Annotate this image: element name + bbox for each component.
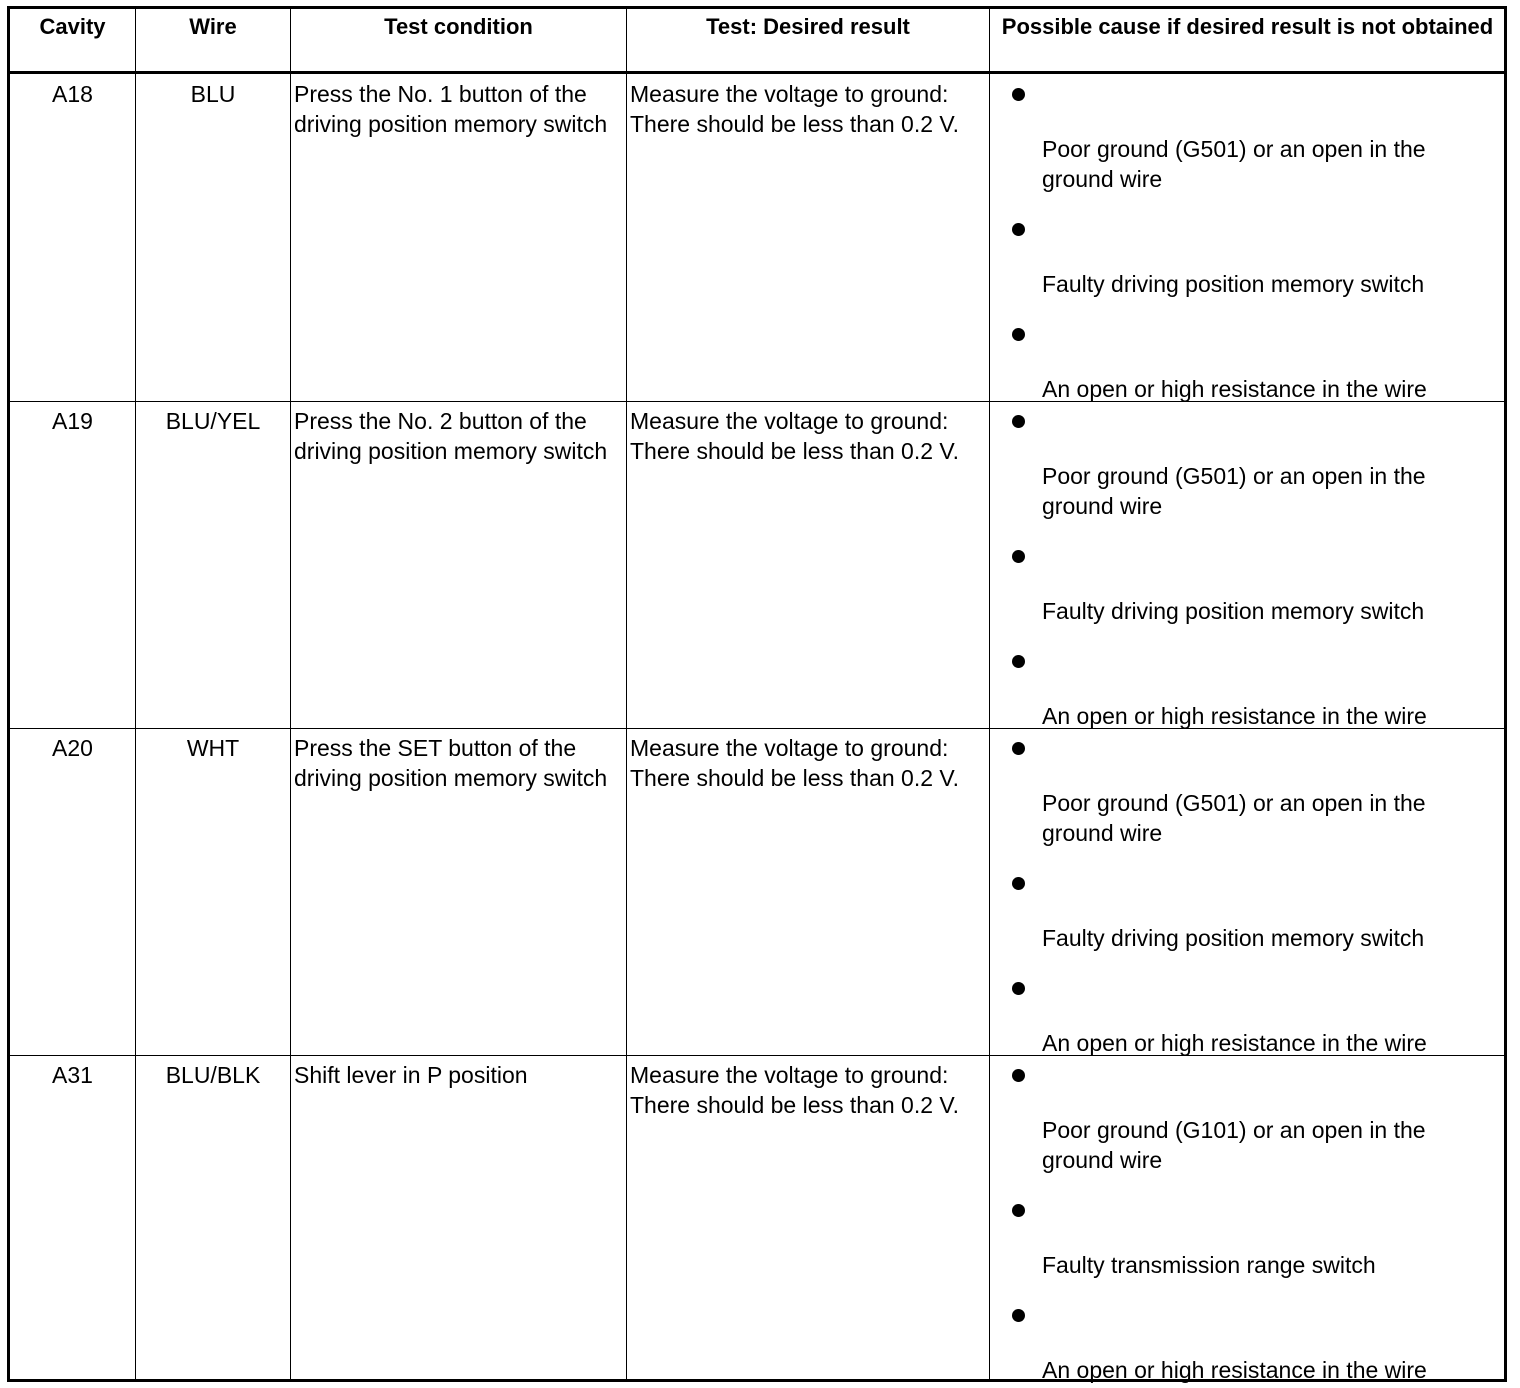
diagnostic-table (7, 6, 1507, 1382)
header-desired-result: Test: Desired result (706, 14, 910, 39)
bullet-icon (1012, 550, 1025, 563)
cause-item: An open or high resistance in the wire (1042, 703, 1427, 729)
cause-item: An open or high resistance in the wire (1042, 1030, 1427, 1056)
bullet-icon (1012, 655, 1025, 668)
cell-wire: BLU/YEL (165, 408, 261, 434)
cause-item: An open or high resistance in the wire (1042, 1357, 1427, 1383)
cell-test-condition: Press the SET button of the driving position memory switch (294, 735, 608, 791)
cell-wire: WHT (186, 735, 240, 761)
column-divider (290, 9, 291, 1379)
cause-item: Faulty transmission range switch (1042, 1252, 1376, 1278)
cell-desired-result: Measure the voltage to ground: There should be less than 0.2 V. (630, 408, 960, 464)
bullet-icon (1012, 328, 1025, 341)
cell-test-condition: Press the No. 2 button of the driving position memory switch (294, 408, 608, 464)
cell-cavity: A19 (52, 408, 93, 434)
cell-cavity: A20 (52, 735, 93, 761)
bullet-icon (1012, 1069, 1025, 1082)
cell-possible-causes (990, 733, 1507, 1056)
bullet-icon (1012, 877, 1025, 890)
cell-desired-result: Measure the voltage to ground: There should be less than 0.2 V. (630, 81, 960, 137)
cell-possible-causes (990, 406, 1507, 729)
cell-desired-result: Measure the voltage to ground: There should be less than 0.2 V. (630, 735, 960, 791)
cell-test-condition: Press the No. 1 button of the driving position memory switch (294, 81, 608, 137)
cause-item: Poor ground (G501) or an open in the ground wire (1042, 136, 1426, 192)
cell-desired-result: Measure the voltage to ground: There should be less than 0.2 V. (630, 1062, 960, 1118)
cause-item: Faulty driving position memory switch (1042, 925, 1425, 951)
header-possible-cause: Possible cause if desired result is not obtained (1001, 14, 1494, 39)
cause-item: Faulty driving position memory switch (1042, 598, 1425, 624)
cell-possible-causes (990, 79, 1507, 402)
cause-item: Faulty driving position memory switch (1042, 271, 1425, 297)
bullet-icon (1012, 88, 1025, 101)
column-divider (135, 9, 136, 1379)
cause-item: Poor ground (G101) or an open in the ground wire (1042, 1117, 1426, 1173)
cell-cavity: A18 (52, 81, 93, 107)
bullet-icon (1012, 1204, 1025, 1217)
cause-item: An open or high resistance in the wire (1042, 376, 1427, 402)
cell-possible-causes (990, 1060, 1507, 1383)
bullet-icon (1012, 415, 1025, 428)
cell-cavity: A31 (52, 1062, 93, 1088)
header-cavity: Cavity (39, 14, 106, 39)
bullet-icon (1012, 742, 1025, 755)
cell-wire: BLU/BLK (165, 1062, 261, 1088)
cell-test-condition: Shift lever in P position (294, 1062, 528, 1088)
cell-wire: BLU (190, 81, 236, 107)
bullet-icon (1012, 982, 1025, 995)
header-test-condition: Test condition (384, 14, 533, 39)
bullet-icon (1012, 223, 1025, 236)
bullet-icon (1012, 1309, 1025, 1322)
header-divider (10, 71, 1504, 74)
cause-item: Poor ground (G501) or an open in the ground wire (1042, 790, 1426, 846)
header-wire: Wire (189, 14, 237, 39)
column-divider (626, 9, 627, 1379)
cause-item: Poor ground (G501) or an open in the ground wire (1042, 463, 1426, 519)
